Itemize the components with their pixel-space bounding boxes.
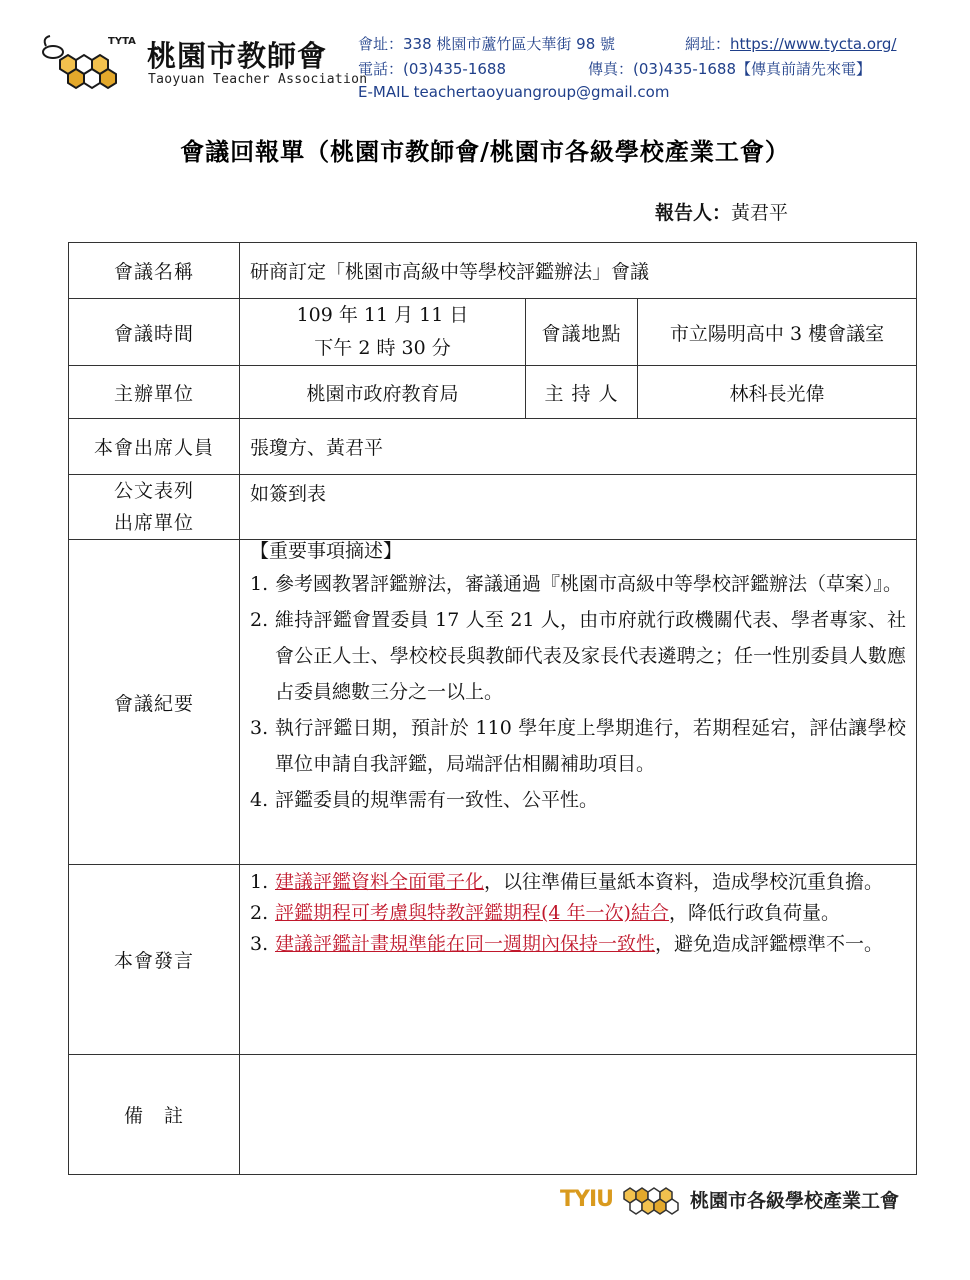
reporter-label: 報告人： (655, 202, 732, 224)
minutes-item: 3. 執行評鑑日期，預計於 110 學年度上學期進行，若期程延宕，評估讓學校單位申請自我評鑑，局端評估相關補助項目。 (250, 717, 907, 775)
attendees-label: 本會出席人員 (69, 419, 240, 475)
meeting-time-value (240, 299, 526, 366)
official-label-line-1: 公文表列 (113, 480, 194, 502)
speech-item: 3. 建議評鑑計畫規準能在同一週期內保持一致性，避免造成評鑑標準不一。 (250, 933, 884, 955)
remarks-label: 備 註 (69, 1055, 240, 1175)
speech-list (250, 867, 906, 960)
meeting-report-table (68, 242, 917, 1175)
minutes-list (250, 566, 906, 818)
row-remarks (69, 1055, 917, 1175)
footer-union-name: 桃園市各級學校產業工會 (690, 1190, 900, 1212)
official-units-label (69, 475, 240, 540)
official-units-value: 如簽到表 (240, 475, 917, 540)
footer-abbr: TYIU (560, 1187, 613, 1212)
speech-highlight: 建議評鑑資料全面電子化 (275, 871, 485, 893)
speech-item: 2. 評鑑期程可考慮與特教評鑑期程(4 年一次)結合，降低行政負荷量。 (250, 902, 840, 924)
website-label: 網址： (685, 35, 731, 53)
speech-label: 本會發言 (69, 865, 240, 1055)
footer-union-logo (560, 1178, 920, 1220)
speech-highlight: 評鑑期程可考慮與特教評鑑期程(4 年一次)結合 (275, 902, 669, 924)
reporter-name: 黃君平 (731, 202, 789, 224)
row-minutes (69, 540, 917, 865)
row-speech (69, 865, 917, 1055)
org-name: 桃園市教師會 (147, 39, 328, 73)
host-value: 林科長光偉 (638, 366, 917, 419)
minutes-label: 會議紀要 (69, 540, 240, 865)
row-official-units (69, 475, 917, 540)
official-label-line-2: 出席單位 (113, 512, 194, 534)
letterhead (0, 0, 970, 110)
minutes-heading: 【重要事項摘述】 (250, 540, 403, 562)
meeting-name-value: 研商訂定「桃園市高級中等學校評鑑辦法」會議 (240, 243, 917, 299)
meeting-name-label: 會議名稱 (69, 243, 240, 299)
phone: 電話：(03)435-1688 (358, 60, 507, 78)
fax: 傳真：(03)435-1688【傳真前請先來電】 (588, 60, 872, 78)
meeting-date: 109 年 11 月 11 日 (296, 304, 469, 326)
attendees-value: 張瓊方、黃君平 (240, 419, 917, 475)
website-link[interactable]: https://www.tycta.org/ (730, 35, 897, 53)
website (685, 33, 896, 54)
logo-tag: TYTA (108, 36, 136, 47)
row-attendees (69, 419, 917, 475)
speech-value (240, 865, 917, 1055)
speech-item: 1. 建議評鑑資料全面電子化，以往準備巨量紙本資料，造成學校沉重負擔。 (250, 871, 884, 893)
speech-highlight: 建議評鑑計畫規準能在同一週期內保持一致性 (275, 933, 656, 955)
meeting-hour: 下午 2 時 30 分 (314, 337, 451, 359)
host-label: 主 持 人 (526, 366, 638, 419)
row-meeting-name (69, 243, 917, 299)
address: 會址：338 桃園市蘆竹區大華街 98 號 (358, 35, 616, 53)
minutes-item: 4. 評鑑委員的規準需有一致性、公平性。 (250, 789, 599, 811)
reporter (655, 198, 788, 225)
meeting-time-label: 會議時間 (69, 299, 240, 366)
meeting-location-value: 市立陽明高中 3 樓會議室 (638, 299, 917, 366)
honeycomb-icon (616, 1178, 686, 1220)
row-meeting-time (69, 299, 917, 366)
minutes-item: 1. 參考國教署評鑑辦法，審議通過『桃園市高級中等學校評鑑辦法（草案）』。 (250, 573, 903, 595)
minutes-item: 2. 維持評鑑會置委員 17 人至 21 人，由市府就行政機關代表、學者專家、社會公正人士、學校校長與教師代表及家長代表遴聘之；任一性別委員人數應占委員總數三分之一以上。 (250, 609, 907, 703)
meeting-location-label: 會議地點 (526, 299, 638, 366)
org-name-en: Taoyuan Teacher Association (148, 72, 368, 87)
document-title: 會議回報單（桃園市教師會/桃園市各級學校產業工會） (180, 137, 790, 166)
organizer-value: 桃園市政府教育局 (240, 366, 526, 419)
minutes-value (240, 540, 917, 865)
organizer-label: 主辦單位 (69, 366, 240, 419)
email: E-MAIL teachertaoyuangroup@gmail.com (358, 83, 670, 101)
remarks-value (240, 1055, 917, 1175)
bee-logo-icon (40, 30, 140, 90)
row-organizer (69, 366, 917, 419)
